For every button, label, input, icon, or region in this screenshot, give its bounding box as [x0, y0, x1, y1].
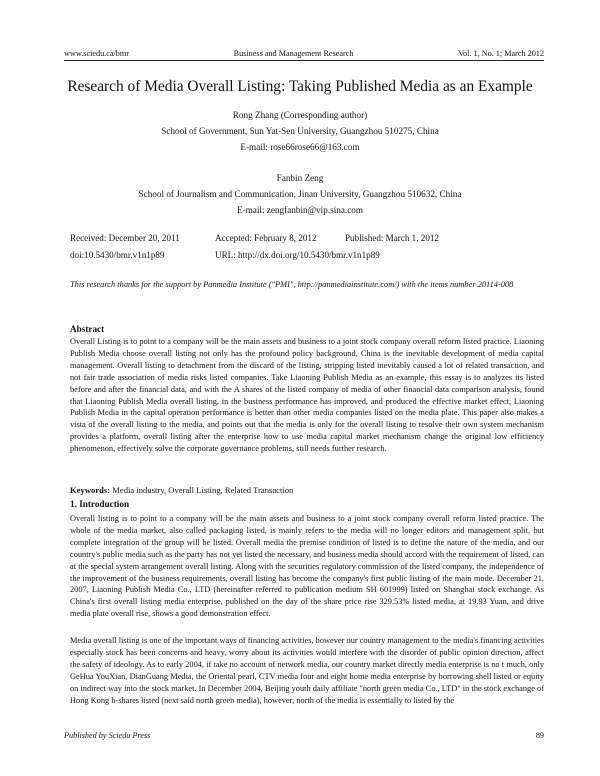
- running-header: [64, 44, 544, 58]
- keywords-label: Keywords:: [70, 485, 111, 495]
- page-number: 89: [535, 731, 544, 740]
- page-footer: [64, 731, 544, 740]
- acknowledgement: This research thanks for the support by Panmedia Institute ("PMI", http://panmediainstitute.com/) with the items number 20114-008: [70, 280, 514, 289]
- introduction-heading: 1. Introduction: [70, 499, 130, 509]
- journal-name: Business and Management Research: [233, 49, 354, 58]
- introduction-paragraph: Media overall listing is one of the important ways of financing activities, however our country management to the media's financing activities especially stock has been concerns and heavy, worry about its activities would interfere with the disorder of public opinion direction, affect the safety of ideology. As to early 2004, if take no account of network media, our country market directly media enterprise is no t much, only GeHua YouXian, DianGuang Media, the Oriental pearl, CTV media four and eight home media enterprise by borrowing shell listed or equity on indirect way into the stock market. In December 2004, Beijing youth daily affiliate "north green media Co., LTD" in the stock exchange of Hong Kong h-shares listed (next said north green media), however, north of the media is essentially to listed by the: [70, 636, 544, 705]
- journal-url[interactable]: www.sciedu.ca/bmr: [64, 49, 129, 58]
- journal-issue: Vol. 1, No. 1; March 2012: [458, 49, 544, 58]
- author-email[interactable]: E-mail: zengfanbin@vip.sina.com: [236, 205, 364, 215]
- author-name: Fanbin Zeng: [276, 173, 324, 183]
- introduction-paragraph: Overall listing is to point to a company will be the main assets and business to a joint stock company overall reform listed practice. The whole of the media market, also called packaging listed, is mainly refers to the media will no longer editors and management split, but complete integration of the group will be listed. Overall media the premise condition of listed is to define the nature of the media, and our country's public media such as the party has not yet listed the necessary, and business media should accord with the requirement of listed, can at the special system arrangement overall listing. Along with the securities regulatory commission of the listed company, the independence of the improvement of the business requirements, overall listing has become the company's first public listing of the main mode. December 21, 2007, Liaoning Publish Media Co., LTD (hereinafter referred to publication medium SH 601999) listed on Shanghai stock exchange. As China's first overall listing media enterprise, published on the day of the share price rise 329.53% listed media, at 19.93 Yuan, and drive media plate overall rise, shows a good demonstration effect.: [70, 514, 544, 619]
- author-email[interactable]: E-mail: rose66rose66@163.com: [240, 142, 360, 152]
- accepted-date: Accepted: February 8, 2012: [215, 233, 317, 243]
- doi: doi:10.5430/bmr.v1n1p89: [70, 250, 165, 260]
- author-affiliation: School of Government, Sun Yat-Sen University, Guangzhou 510275, China: [161, 126, 439, 136]
- paper-title: Research of Media Overall Listing: Taking Published Media as an Example: [67, 78, 533, 95]
- abstract-heading: Abstract: [70, 324, 105, 334]
- doi-url[interactable]: URL: http://dx.doi.org/10.5430/bmr.v1n1p89: [215, 250, 380, 260]
- author-affiliation: School of Journalism and Communication, Jinan University, Guangzhou 510632, China: [138, 189, 462, 199]
- abstract-text: Overall Listing is to point to a company will be the main assets and business to a joint stock company overall reform listed practice. Liaoning Publish Media choose overall listing not only has the profound policy background, China is the inevitable development of media capital management. Overall listing to detachment from the discard of the listing, stripping listed inevitably caused a lot of related transaction, and not fair trade association of media risks listed companies. Take Liaoning Publish Media as an example, this essay is to analyzes its listed before and after the financial data, and with the A shares of the listed company of media of other financial data comparison analysis, found that Liaoning Publish Media overall listing, in the business performance has improved, and produced the effective market effect, Liaoning Publish Media in the capital operation performance is better than other media companies listed on the media plate. This paper also makes a vista of the overall listing to the media, and points out that the media is only for the overall listing to resolve their own system mechanism provides a platform, overall listing after the enterprise how to use media capital market mechanism change the original low efficiency phenomenon, effectively solve the corporate governance problems, still needs further research.: [70, 337, 544, 454]
- received-date: Received: December 20, 2011: [70, 233, 180, 243]
- author-name: Rong Zhang (Corresponding author): [232, 110, 368, 120]
- header-rule: [64, 60, 544, 61]
- publisher: Published by Sciedu Press: [64, 731, 151, 740]
- keywords-line: [70, 485, 293, 495]
- published-date: Published: March 1, 2012: [345, 233, 439, 243]
- keywords-text: Media industry, Overall Listing, Related Transaction: [112, 485, 294, 495]
